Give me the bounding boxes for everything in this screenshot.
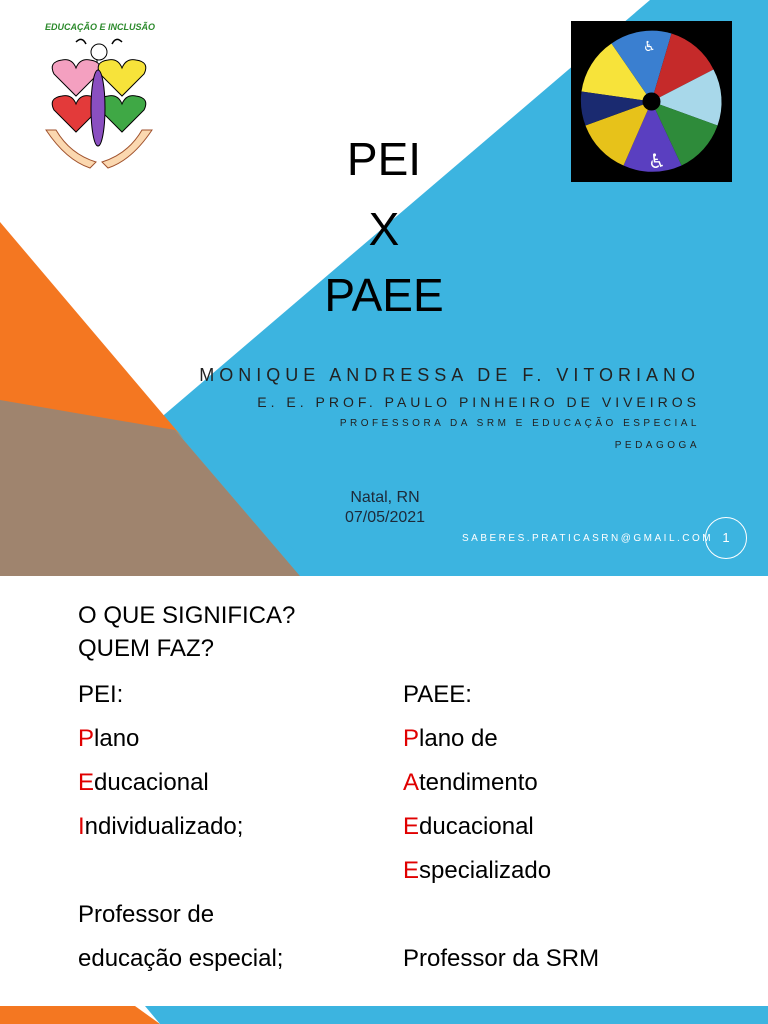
date: 07/05/2021 bbox=[344, 509, 426, 526]
question-who: QUEM FAZ? bbox=[78, 635, 215, 662]
author-role-2: PEDAGOGA bbox=[614, 440, 700, 451]
school-name: E. E. PROF. PAULO PINHEIRO DE VIVEIROS bbox=[257, 394, 700, 410]
question-meaning: O QUE SIGNIFICA? bbox=[78, 602, 296, 629]
title-line-paee: PAEE bbox=[324, 269, 444, 321]
paee-heading: PAEE: bbox=[403, 681, 472, 708]
title-line-x: X bbox=[368, 203, 400, 255]
paee-term-1: Plano de bbox=[403, 725, 498, 752]
pei-term-1: Plano bbox=[78, 725, 140, 752]
svg-text:♿: ♿ bbox=[648, 149, 666, 173]
title-line-pei: PEI bbox=[346, 133, 422, 185]
paee-term-2: Atendimento bbox=[403, 769, 538, 796]
pei-heading: PEI: bbox=[78, 681, 124, 708]
svg-text:♿: ♿ bbox=[643, 39, 656, 55]
pei-who-line1: Professor de bbox=[78, 901, 215, 928]
place-date bbox=[330, 488, 440, 528]
paee-term-4: Especializado bbox=[403, 857, 552, 884]
paee-term-3: Educacional bbox=[403, 813, 534, 840]
logo-left-text: EDUCAÇÃO E INCLUSÃO bbox=[44, 22, 155, 32]
author-name: MONIQUE ANDRESSA DE F. VITORIANO bbox=[199, 365, 700, 385]
content-slide bbox=[0, 576, 768, 1024]
pei-term-2: Educacional bbox=[78, 769, 209, 796]
pei-term-3: Individualizado; bbox=[78, 813, 244, 840]
pei-who-line2: educação especial; bbox=[78, 945, 284, 972]
author-role: PROFESSORA DA SRM E EDUCAÇÃO ESPECIAL bbox=[339, 418, 700, 429]
paee-who: Professor da SRM bbox=[403, 945, 600, 972]
contact-email: SABERES.PRATICASRN@GMAIL.COM bbox=[462, 533, 714, 544]
page-number: 1 bbox=[705, 517, 747, 559]
place: Natal, RN bbox=[350, 489, 420, 506]
